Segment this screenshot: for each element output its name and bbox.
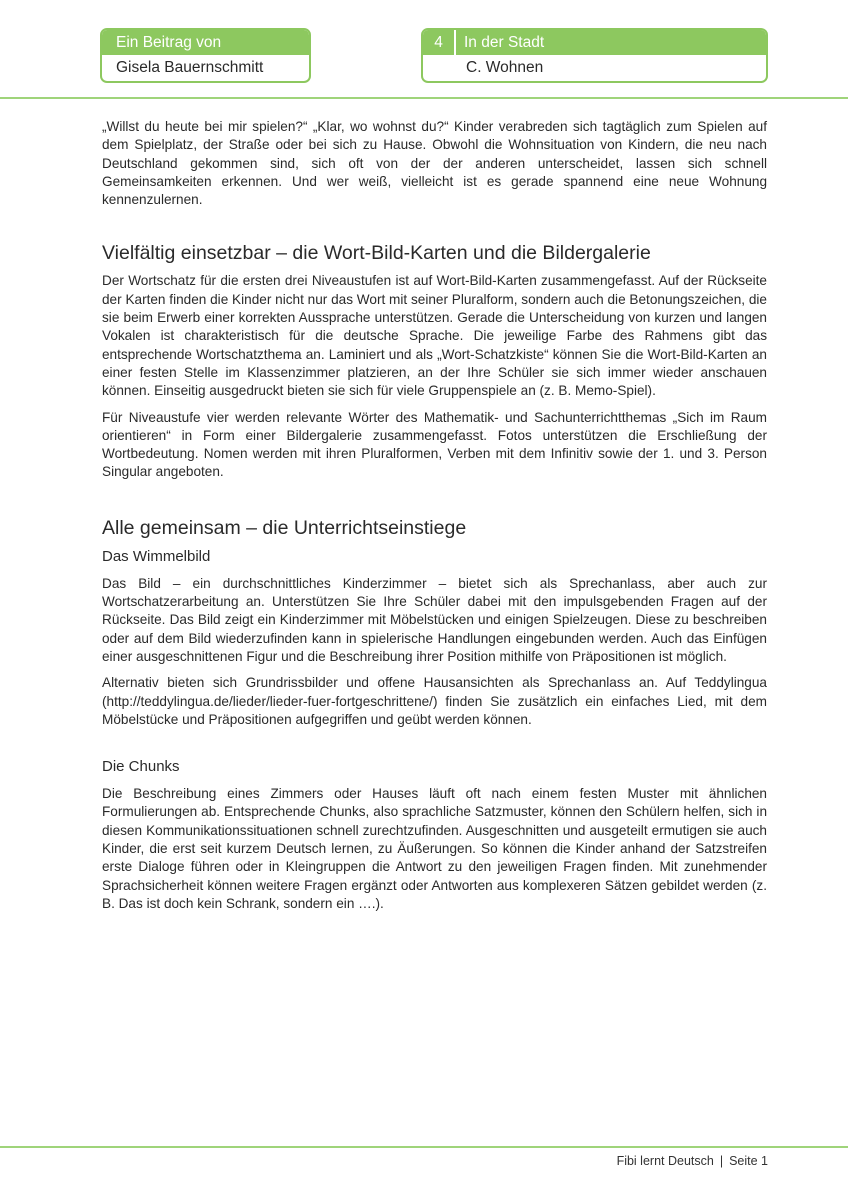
page-footer bbox=[617, 1154, 768, 1168]
intro-paragraph: „Willst du heute bei mir spielen?“ „Klar, wo wohnst du?“ Kinder verabreden sich tagtäglich zum Spielen auf dem Spielplatz, der Straße oder bei sich zu Hause. Obwohl die Wohnsituation von Kindern, die neu nach Deutschland gekommen sind, sich oft von der der anderen unterscheidet, lassen sich schnell Gemeinsamkeiten erkennen. Und wer weiß, vielleicht ist es gerade spannend eine neue Wohnung kennenzulernen. bbox=[102, 119, 767, 208]
section-heading-wort-bild-karten: Vielfältig einsetzbar – die Wort-Bild-Karten und die Bildergalerie bbox=[102, 242, 651, 265]
header-divider bbox=[0, 97, 848, 99]
paragraph: Die Beschreibung eines Zimmers oder Hauses läuft oft nach einem festen Muster mit ähnlichen Formulierungen ab. Entsprechende Chunks, also sprachliche Satzmuster, können den Schülern helfen, sich in diesen Kommunikationssituationen schnell zurechtzufinden. Ausgeschnitten und ausgeteilt ermutigen sie auch Kinder, die erst seit kurzem Deutsch lernen, zu Äußerungen. So können die Kinder anhand der Satzstreifen erste Dialoge führen oder in Kleingruppen die Antwort zu den jeweiligen Fragen finden. Mit zunehmender Sprachsicherheit können weitere Fragen ergänzt oder Antworten aus komplexeren Sätzen gebildet werden (z. B. Das ist doch kein Schrank, sondern ein ….). bbox=[102, 786, 767, 911]
main-content bbox=[102, 118, 767, 921]
paragraph: Für Niveaustufe vier werden relevante Wörter des Mathematik- und Sachunterrichtthemas „Sich im Raum orientieren“ in Form einer Bildergalerie zusammengefasst. Fotos unterstützen die Erschließung der Wortbedeutung. Nomen werden mit ihren Pluralformen, Verben mit dem Infinitiv sowie der 1. und 3. Person Singular angeboten. bbox=[102, 409, 767, 480]
subsection-heading-wimmelbild: Das Wimmelbild bbox=[102, 547, 211, 565]
page-number: Seite 1 bbox=[729, 1154, 768, 1168]
chapter-header bbox=[423, 30, 766, 55]
paragraph: Das Bild – ein durchschnittliches Kinderzimmer – bietet sich als Sprechanlass, aber auch zur Wortschatzerarbeitung an. Unterstützen Sie Ihre Schüler dabei mit den impulsgebenden Fragen auf der Rückseite. Das Bild zeigt ein Kinderzimmer mit Möbelstücken und einigen Spielzeugen. Diese zu beschreiben oder auf dem Bild wiederzufinden kann in spielerische Handlungen eingebunden werden. Auch das Einfügen einer ausgeschnittenen Figur und die Beschreibung ihrer Position mithilfe von Präpositionen ist möglich. bbox=[102, 575, 767, 664]
subsection-heading-chunks: Die Chunks bbox=[102, 758, 180, 776]
author-box bbox=[100, 28, 311, 83]
chapter-title: In der Stadt bbox=[464, 34, 545, 51]
publication-name: Fibi lernt Deutsch bbox=[616, 1154, 714, 1168]
topic-box bbox=[421, 28, 768, 83]
footer-separator: | bbox=[719, 1154, 724, 1168]
paragraph: Der Wortschatz für die ersten drei Niveaustufen ist auf Wort-Bild-Karten zusammengefasst. Auf der Rückseite der Karten finden die Kinder nicht nur das Wort mit seiner Pluralform, sondern auch die Betonungszeichen, die sie beim Erwerb einer korrekten Aussprache unterstützen. Gerade die Unterscheidung von kurzen und langen Vokalen ist charakteristisch für die deutsche Sprache. Die jeweilige Farbe des Rahmens gibt das entsprechende Wortschatzthema an. Laminiert und als „Wort-Schatzkiste“ können Sie die Wort-Bild-Karten an einer festen Stelle im Klassenzimmer platzieren, an der Ihre Schüler sie sich immer wieder anschauen können. Einseitig ausgedruckt bieten sie sich für viele Gruppenspiele an (z. B. Memo-Spiel). bbox=[102, 273, 767, 399]
paragraph: Alternativ bieten sich Grundrissbilder und offene Hausansichten als Sprechanlass an. Auf Teddylingua (http://teddylingua.de/lieder/lieder-fuer-fortgeschrittene/) finden Sie zusätzlich ein einfaches Lied, mit dem Möbelstücke und Präpositionen aufgegriffen und geübt werden können. bbox=[102, 675, 767, 727]
author-label: Ein Beitrag von bbox=[102, 30, 309, 55]
chapter-number: 4 bbox=[423, 30, 456, 55]
author-name: Gisela Bauernschmitt bbox=[116, 59, 264, 76]
section-heading-unterrichtseinstiege: Alle gemeinsam – die Unterrichtseinstiege bbox=[102, 516, 467, 539]
footer-divider bbox=[0, 1146, 848, 1148]
subchapter-title: C. Wohnen bbox=[466, 59, 544, 76]
